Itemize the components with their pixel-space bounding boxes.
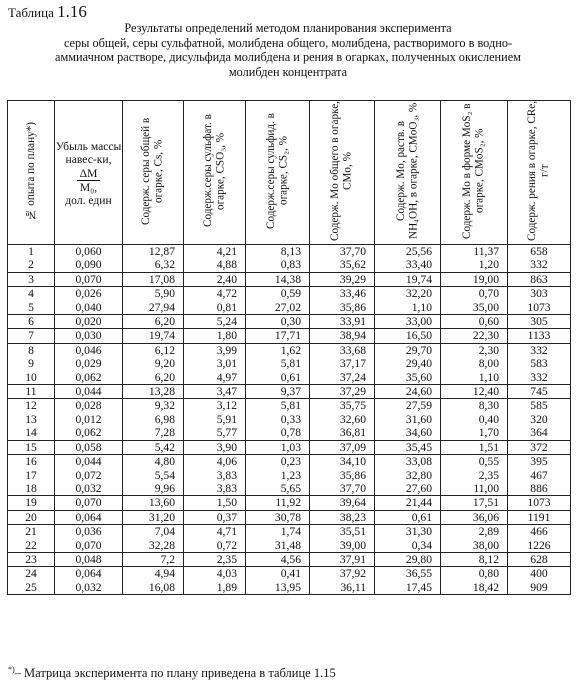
cell-total-molybdenum: 37,70 [310, 245, 375, 259]
cell-total-sulfur: 31,20 [123, 510, 184, 524]
header-mos2-molybdenum: Содерж. Mo в форме MoS₂ в огарке, CMoS₂, % [441, 101, 508, 245]
cell-soluble-molybdenum: 19,74 [375, 272, 441, 286]
cell-rhenium: 1226 [508, 539, 571, 553]
cell-mos2-molybdenum: 17,51 [441, 496, 508, 510]
cell-sulfide-sulfur: 4,56 [246, 552, 310, 566]
cell-total-sulfur: 6,20 [123, 371, 184, 385]
cell-total-molybdenum: 38,94 [310, 329, 375, 343]
cell-experiment-number: 1 [8, 245, 55, 259]
cell-soluble-molybdenum: 33,08 [375, 455, 441, 469]
cell-rhenium: 909 [508, 581, 571, 595]
cell-sulfate-sulfur: 0,37 [184, 510, 246, 524]
caption-line: молибден концентрата [228, 64, 348, 79]
cell-sulfide-sulfur: 0,23 [246, 455, 310, 469]
cell-mass-loss: 0,070 [55, 539, 123, 553]
cell-mos2-molybdenum: 22,30 [441, 329, 508, 343]
cell-sulfate-sulfur: 2,35 [184, 552, 246, 566]
cell-sulfide-sulfur: 5,65 [246, 482, 310, 496]
cell-total-molybdenum: 39,29 [310, 272, 375, 286]
cell-rhenium: 364 [508, 426, 571, 440]
cell-mass-loss: 0,046 [55, 343, 123, 357]
cell-soluble-molybdenum: 34,60 [375, 426, 441, 440]
cell-total-sulfur: 6,98 [123, 413, 184, 426]
cell-total-sulfur: 7,04 [123, 525, 184, 539]
cell-total-sulfur: 5,90 [123, 287, 184, 301]
cell-soluble-molybdenum: 27,59 [375, 399, 441, 413]
cell-mos2-molybdenum: 8,30 [441, 399, 508, 413]
cell-soluble-molybdenum: 36,55 [375, 567, 441, 581]
cell-sulfate-sulfur: 4,97 [184, 371, 246, 385]
cell-mass-loss: 0,036 [55, 525, 123, 539]
cell-sulfate-sulfur: 3,83 [184, 482, 246, 496]
table-row [8, 301, 571, 315]
cell-mos2-molybdenum: 18,42 [441, 581, 508, 595]
header-sulfide-sulfur: Содерж.серы сульфид. в огарке, CS₂, % [246, 101, 310, 245]
cell-mos2-molybdenum: 2,89 [441, 525, 508, 539]
cell-mass-loss: 0,020 [55, 315, 123, 329]
cell-mos2-molybdenum: 12,40 [441, 385, 508, 399]
cell-rhenium: 332 [508, 258, 571, 272]
cell-mass-loss: 0,062 [55, 371, 123, 385]
cell-mass-loss: 0,032 [55, 581, 123, 595]
cell-experiment-number: 6 [8, 315, 55, 329]
cell-sulfate-sulfur: 3,90 [184, 440, 246, 454]
table-row [8, 413, 571, 426]
cell-sulfide-sulfur: 31,48 [246, 539, 310, 553]
cell-mos2-molybdenum: 36,06 [441, 510, 508, 524]
cell-mos2-molybdenum: 11,00 [441, 482, 508, 496]
cell-rhenium: 583 [508, 357, 571, 370]
cell-rhenium: 628 [508, 552, 571, 566]
cell-experiment-number: 16 [8, 455, 55, 469]
cell-total-molybdenum: 33,46 [310, 287, 375, 301]
cell-sulfide-sulfur: 30,78 [246, 510, 310, 524]
cell-soluble-molybdenum: 29,70 [375, 343, 441, 357]
cell-experiment-number: 12 [8, 399, 55, 413]
cell-total-molybdenum: 36,81 [310, 426, 375, 440]
header-rhenium: Содерж. рения в огарке, CRe, г/т [508, 101, 571, 245]
cell-mass-loss: 0,058 [55, 440, 123, 454]
cell-rhenium: 395 [508, 455, 571, 469]
table-row [8, 552, 571, 566]
cell-soluble-molybdenum: 33,40 [375, 258, 441, 272]
cell-sulfate-sulfur: 5,77 [184, 426, 246, 440]
table-row [8, 482, 571, 496]
cell-mos2-molybdenum: 35,00 [441, 301, 508, 315]
cell-mass-loss: 0,060 [55, 245, 123, 259]
cell-mos2-molybdenum: 2,30 [441, 343, 508, 357]
table-row [8, 272, 571, 286]
caption-line: серы общей, серы сульфатной, молибдена общего, молибдена, растворимого в водно- [63, 35, 513, 50]
cell-sulfate-sulfur: 1,89 [184, 581, 246, 595]
cell-rhenium: 400 [508, 567, 571, 581]
table-row [8, 510, 571, 524]
cell-mos2-molybdenum: 8,12 [441, 552, 508, 566]
cell-rhenium: 332 [508, 371, 571, 385]
table-row [8, 581, 571, 595]
cell-total-molybdenum: 35,86 [310, 301, 375, 315]
cell-experiment-number: 17 [8, 469, 55, 482]
cell-mos2-molybdenum: 0,40 [441, 413, 508, 426]
cell-total-molybdenum: 37,29 [310, 385, 375, 399]
table-row [8, 343, 571, 357]
cell-sulfide-sulfur: 0,83 [246, 258, 310, 272]
table-row [8, 371, 571, 385]
cell-total-molybdenum: 33,91 [310, 315, 375, 329]
table-header-row [8, 101, 571, 245]
mass-loss-denominator: M₀, [79, 180, 98, 194]
cell-soluble-molybdenum: 31,60 [375, 413, 441, 426]
cell-mos2-molybdenum: 1,70 [441, 426, 508, 440]
cell-sulfate-sulfur: 3,01 [184, 357, 246, 370]
cell-total-molybdenum: 37,24 [310, 371, 375, 385]
table-body [8, 245, 571, 595]
cell-experiment-number: 15 [8, 440, 55, 454]
cell-experiment-number: 14 [8, 426, 55, 440]
cell-total-molybdenum: 37,92 [310, 567, 375, 581]
header-experiment-number: № опыта по плану*) [8, 101, 55, 245]
cell-mass-loss: 0,044 [55, 455, 123, 469]
cell-mos2-molybdenum: 0,80 [441, 567, 508, 581]
mass-loss-unit: дол. един [65, 193, 112, 207]
cell-mass-loss: 0,070 [55, 496, 123, 510]
cell-sulfate-sulfur: 0,81 [184, 301, 246, 315]
cell-total-molybdenum: 39,00 [310, 539, 375, 553]
table-row [8, 315, 571, 329]
cell-experiment-number: 11 [8, 385, 55, 399]
cell-total-molybdenum: 39,64 [310, 496, 375, 510]
table-row [8, 426, 571, 440]
cell-experiment-number: 2 [8, 258, 55, 272]
cell-rhenium: 1073 [508, 496, 571, 510]
cell-experiment-number: 9 [8, 357, 55, 370]
header-total-molybdenum: Содерж. Mo общего в огарке, CMo, % [310, 101, 375, 245]
results-table [7, 100, 571, 595]
cell-sulfide-sulfur: 5,81 [246, 399, 310, 413]
cell-soluble-molybdenum: 16,50 [375, 329, 441, 343]
cell-mos2-molybdenum: 11,37 [441, 245, 508, 259]
cell-total-sulfur: 9,96 [123, 482, 184, 496]
cell-experiment-number: 20 [8, 510, 55, 524]
cell-soluble-molybdenum: 0,61 [375, 510, 441, 524]
cell-sulfate-sulfur: 4,21 [184, 245, 246, 259]
cell-sulfide-sulfur: 0,61 [246, 371, 310, 385]
cell-mass-loss: 0,032 [55, 482, 123, 496]
cell-mos2-molybdenum: 0,70 [441, 287, 508, 301]
mass-loss-label: Убыль массы навес-ки, [55, 140, 122, 167]
cell-mos2-molybdenum: 19,00 [441, 272, 508, 286]
cell-mass-loss: 0,026 [55, 287, 123, 301]
table-row [8, 567, 571, 581]
cell-sulfate-sulfur: 3,12 [184, 399, 246, 413]
cell-sulfide-sulfur: 0,78 [246, 426, 310, 440]
caption-line: Результаты определений методом планирования эксперимента [124, 21, 452, 35]
cell-mass-loss: 0,044 [55, 385, 123, 399]
table-label [8, 4, 87, 21]
cell-sulfide-sulfur: 14,38 [246, 272, 310, 286]
cell-total-sulfur: 7,28 [123, 426, 184, 440]
table-caption [8, 21, 568, 79]
cell-experiment-number: 22 [8, 539, 55, 553]
cell-total-molybdenum: 36,11 [310, 581, 375, 595]
table-row [8, 385, 571, 399]
cell-experiment-number: 18 [8, 482, 55, 496]
cell-sulfide-sulfur: 9,37 [246, 385, 310, 399]
cell-soluble-molybdenum: 35,60 [375, 371, 441, 385]
cell-rhenium: 863 [508, 272, 571, 286]
cell-total-sulfur: 27,94 [123, 301, 184, 315]
cell-soluble-molybdenum: 24,60 [375, 385, 441, 399]
cell-sulfate-sulfur: 3,99 [184, 343, 246, 357]
cell-mass-loss: 0,012 [55, 413, 123, 426]
cell-total-molybdenum: 37,91 [310, 552, 375, 566]
cell-total-molybdenum: 37,09 [310, 440, 375, 454]
cell-sulfate-sulfur: 0,72 [184, 539, 246, 553]
cell-sulfide-sulfur: 11,92 [246, 496, 310, 510]
cell-mass-loss: 0,048 [55, 552, 123, 566]
cell-mass-loss: 0,090 [55, 258, 123, 272]
header-soluble-molybdenum: Содерж. Mo, раств. в NH₄OH, в огарке, CMoO₃, % [375, 101, 441, 245]
cell-mos2-molybdenum: 0,60 [441, 315, 508, 329]
cell-total-sulfur: 32,28 [123, 539, 184, 553]
cell-soluble-molybdenum: 31,30 [375, 525, 441, 539]
cell-total-sulfur: 4,94 [123, 567, 184, 581]
cell-sulfate-sulfur: 2,40 [184, 272, 246, 286]
cell-total-sulfur: 17,08 [123, 272, 184, 286]
cell-mass-loss: 0,064 [55, 567, 123, 581]
cell-sulfate-sulfur: 3,47 [184, 385, 246, 399]
cell-total-sulfur: 13,28 [123, 385, 184, 399]
cell-mass-loss: 0,030 [55, 329, 123, 343]
cell-mass-loss: 0,028 [55, 399, 123, 413]
cell-rhenium: 320 [508, 413, 571, 426]
cell-sulfide-sulfur: 0,33 [246, 413, 310, 426]
cell-mos2-molybdenum: 8,00 [441, 357, 508, 370]
cell-total-sulfur: 16,08 [123, 581, 184, 595]
cell-total-molybdenum: 33,68 [310, 343, 375, 357]
cell-soluble-molybdenum: 0,34 [375, 539, 441, 553]
cell-total-molybdenum: 34,10 [310, 455, 375, 469]
cell-sulfide-sulfur: 1,74 [246, 525, 310, 539]
cell-mass-loss: 0,040 [55, 301, 123, 315]
cell-soluble-molybdenum: 27,60 [375, 482, 441, 496]
cell-rhenium: 886 [508, 482, 571, 496]
cell-soluble-molybdenum: 32,20 [375, 287, 441, 301]
cell-experiment-number: 21 [8, 525, 55, 539]
cell-sulfate-sulfur: 3,83 [184, 469, 246, 482]
cell-total-sulfur: 19,74 [123, 329, 184, 343]
cell-total-sulfur: 4,80 [123, 455, 184, 469]
cell-sulfide-sulfur: 1,03 [246, 440, 310, 454]
cell-experiment-number: 13 [8, 413, 55, 426]
footnote-text: – Матрица эксперимента по плану приведена в таблице 1.15 [14, 666, 336, 681]
table-row [8, 357, 571, 370]
table-row [8, 525, 571, 539]
table-row [8, 496, 571, 510]
cell-total-sulfur: 6,32 [123, 258, 184, 272]
cell-mos2-molybdenum: 38,00 [441, 539, 508, 553]
table-row [8, 329, 571, 343]
cell-total-sulfur: 7,2 [123, 552, 184, 566]
cell-rhenium: 1191 [508, 510, 571, 524]
cell-total-sulfur: 5,54 [123, 469, 184, 482]
cell-sulfide-sulfur: 0,41 [246, 567, 310, 581]
cell-sulfide-sulfur: 27,02 [246, 301, 310, 315]
table-row [8, 399, 571, 413]
cell-mass-loss: 0,072 [55, 469, 123, 482]
cell-sulfate-sulfur: 4,71 [184, 525, 246, 539]
cell-total-molybdenum: 35,75 [310, 399, 375, 413]
header-mass-loss [55, 101, 123, 245]
table-label-number: 1.16 [57, 2, 87, 21]
cell-mos2-molybdenum: 0,55 [441, 455, 508, 469]
cell-soluble-molybdenum: 21,44 [375, 496, 441, 510]
footnote [8, 662, 336, 681]
cell-soluble-molybdenum: 29,80 [375, 552, 441, 566]
cell-sulfate-sulfur: 5,91 [184, 413, 246, 426]
cell-sulfate-sulfur: 4,03 [184, 567, 246, 581]
table-row [8, 455, 571, 469]
cell-experiment-number: 5 [8, 301, 55, 315]
cell-rhenium: 372 [508, 440, 571, 454]
cell-rhenium: 1073 [508, 301, 571, 315]
footnote-mark: *) [8, 665, 15, 674]
cell-total-molybdenum: 37,17 [310, 357, 375, 370]
cell-sulfate-sulfur: 5,24 [184, 315, 246, 329]
cell-total-sulfur: 9,32 [123, 399, 184, 413]
cell-total-molybdenum: 32,60 [310, 413, 375, 426]
cell-rhenium: 305 [508, 315, 571, 329]
cell-soluble-molybdenum: 25,56 [375, 245, 441, 259]
cell-experiment-number: 25 [8, 581, 55, 595]
cell-rhenium: 466 [508, 525, 571, 539]
cell-experiment-number: 7 [8, 329, 55, 343]
cell-soluble-molybdenum: 17,45 [375, 581, 441, 595]
cell-sulfate-sulfur: 1,50 [184, 496, 246, 510]
cell-total-molybdenum: 38,23 [310, 510, 375, 524]
cell-sulfate-sulfur: 4,72 [184, 287, 246, 301]
cell-experiment-number: 3 [8, 272, 55, 286]
cell-mos2-molybdenum: 1,20 [441, 258, 508, 272]
cell-rhenium: 303 [508, 287, 571, 301]
table-row [8, 245, 571, 259]
cell-total-molybdenum: 37,70 [310, 482, 375, 496]
cell-mass-loss: 0,062 [55, 426, 123, 440]
cell-total-sulfur: 6,20 [123, 315, 184, 329]
cell-soluble-molybdenum: 32,80 [375, 469, 441, 482]
cell-rhenium: 585 [508, 399, 571, 413]
cell-experiment-number: 10 [8, 371, 55, 385]
header-sulfate-sulfur: Содерж.серы сульфат. в огарке, CSO₃, % [184, 101, 246, 245]
mass-loss-numerator: ΔM [77, 167, 101, 181]
cell-experiment-number: 8 [8, 343, 55, 357]
cell-total-sulfur: 6,12 [123, 343, 184, 357]
cell-soluble-molybdenum: 33,00 [375, 315, 441, 329]
cell-total-sulfur: 5,42 [123, 440, 184, 454]
table-row [8, 539, 571, 553]
cell-rhenium: 658 [508, 245, 571, 259]
cell-rhenium: 1133 [508, 329, 571, 343]
cell-mos2-molybdenum: 2,35 [441, 469, 508, 482]
cell-mos2-molybdenum: 1,51 [441, 440, 508, 454]
table-label-prefix: Таблица [8, 5, 58, 20]
cell-total-sulfur: 9,20 [123, 357, 184, 370]
cell-total-molybdenum: 35,62 [310, 258, 375, 272]
table-row [8, 258, 571, 272]
cell-sulfate-sulfur: 4,88 [184, 258, 246, 272]
cell-experiment-number: 23 [8, 552, 55, 566]
cell-sulfide-sulfur: 0,59 [246, 287, 310, 301]
cell-soluble-molybdenum: 1,10 [375, 301, 441, 315]
cell-mass-loss: 0,064 [55, 510, 123, 524]
cell-soluble-molybdenum: 29,40 [375, 357, 441, 370]
cell-total-sulfur: 12,87 [123, 245, 184, 259]
cell-mass-loss: 0,070 [55, 272, 123, 286]
cell-sulfide-sulfur: 1,62 [246, 343, 310, 357]
cell-sulfide-sulfur: 8,13 [246, 245, 310, 259]
cell-sulfide-sulfur: 13,95 [246, 581, 310, 595]
cell-total-molybdenum: 35,86 [310, 469, 375, 482]
table-row [8, 469, 571, 482]
cell-rhenium: 745 [508, 385, 571, 399]
caption-line: аммиачном растворе, дисульфида молибдена и рения в огарках, полученных окислением [55, 50, 521, 65]
cell-soluble-molybdenum: 35,45 [375, 440, 441, 454]
cell-experiment-number: 24 [8, 567, 55, 581]
cell-sulfide-sulfur: 5,81 [246, 357, 310, 370]
header-total-sulfur: Содерж. серы общей в огарке, Cs, % [123, 101, 184, 245]
cell-sulfate-sulfur: 4,06 [184, 455, 246, 469]
table-row [8, 287, 571, 301]
cell-rhenium: 467 [508, 469, 571, 482]
cell-sulfide-sulfur: 17,71 [246, 329, 310, 343]
cell-total-sulfur: 13,60 [123, 496, 184, 510]
cell-rhenium: 332 [508, 343, 571, 357]
cell-sulfate-sulfur: 1,80 [184, 329, 246, 343]
cell-total-molybdenum: 35,51 [310, 525, 375, 539]
cell-experiment-number: 19 [8, 496, 55, 510]
cell-sulfide-sulfur: 0,30 [246, 315, 310, 329]
cell-mos2-molybdenum: 1,10 [441, 371, 508, 385]
cell-sulfide-sulfur: 1,23 [246, 469, 310, 482]
cell-mass-loss: 0,029 [55, 357, 123, 370]
cell-experiment-number: 4 [8, 287, 55, 301]
table-row [8, 440, 571, 454]
